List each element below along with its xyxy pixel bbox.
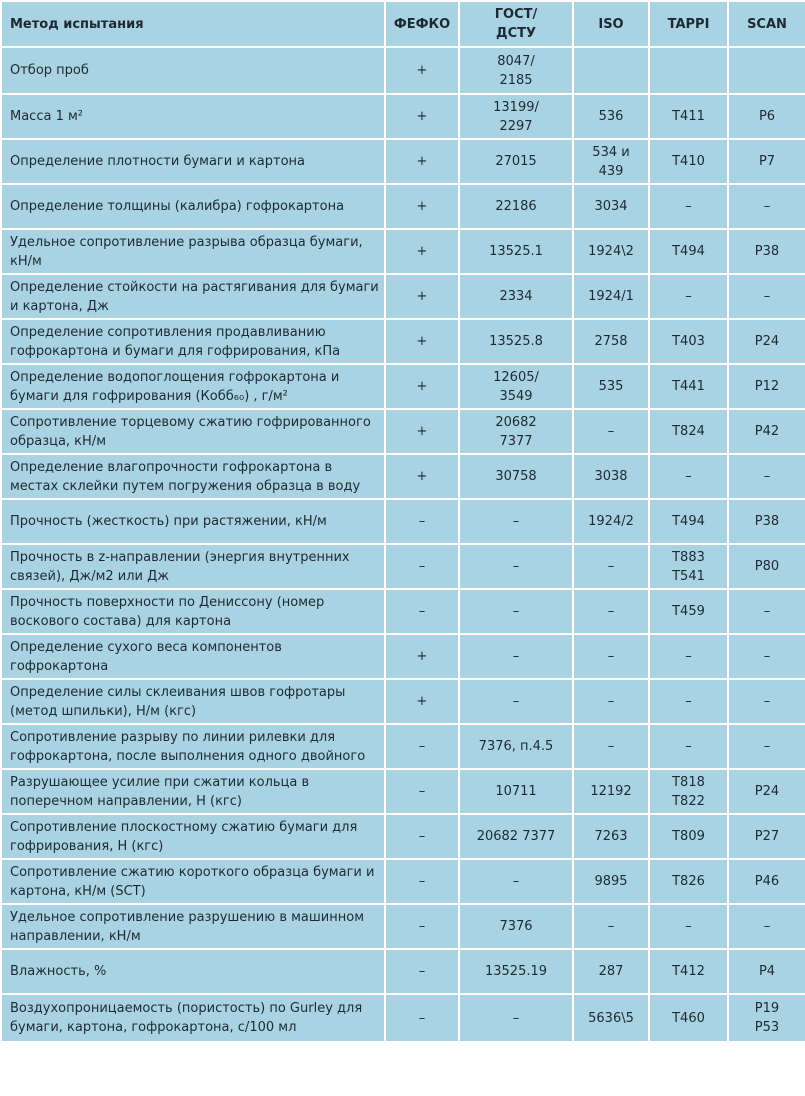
method-cell xyxy=(1,274,385,319)
fefco-cell-text: + xyxy=(416,289,428,304)
method-cell xyxy=(1,724,385,769)
fefco-cell-text: + xyxy=(416,379,428,394)
scan-cell-text: P19 P53 xyxy=(754,1001,780,1035)
tappi-cell xyxy=(649,47,728,94)
table-row xyxy=(1,724,805,769)
method-cell-text: Разрушающее усилие при сжатии кольца в поперечном направлении, Н (кгс) xyxy=(10,774,310,809)
gost-dstu-cell-text: 22186 xyxy=(495,199,537,214)
method-cell-text: Определение влагопрочности гофрокартона в местах склейки путем погружения образца в воду xyxy=(10,459,361,494)
method-cell xyxy=(1,454,385,499)
table-row xyxy=(1,589,805,634)
fefco-cell-text: + xyxy=(416,199,428,214)
gost-dstu-cell-text: 30758 xyxy=(495,469,537,484)
scan-cell xyxy=(728,139,805,184)
gost-dstu-cell-text: 2334 xyxy=(499,289,533,304)
table-row xyxy=(1,139,805,184)
method-cell xyxy=(1,814,385,859)
method-cell xyxy=(1,769,385,814)
tappi-cell-text: T494 xyxy=(672,244,705,259)
method-cell xyxy=(1,634,385,679)
gost-dstu-cell-text: 7376 xyxy=(499,919,533,934)
tappi-cell-text: T818 T822 xyxy=(672,774,705,809)
gost-dstu-cell-text: – xyxy=(512,649,520,664)
iso-cell xyxy=(573,47,649,94)
iso-cell xyxy=(573,724,649,769)
iso-cell-text: 3038 xyxy=(594,469,628,484)
scan-cell xyxy=(728,994,805,1042)
table-row xyxy=(1,859,805,904)
scan-cell xyxy=(728,274,805,319)
scan-cell xyxy=(728,589,805,634)
method-cell xyxy=(1,94,385,139)
gost-dstu-cell-text: 7376, п.4.5 xyxy=(478,739,554,754)
scan-cell xyxy=(728,94,805,139)
gost-dstu-cell xyxy=(459,679,573,724)
header-gost-dstu xyxy=(459,1,573,47)
scan-cell-text: – xyxy=(763,739,771,754)
iso-cell-text: – xyxy=(607,919,615,934)
method-cell xyxy=(1,229,385,274)
tappi-cell-text: – xyxy=(685,919,692,934)
iso-cell xyxy=(573,904,649,949)
fefco-cell xyxy=(385,274,459,319)
gost-dstu-cell xyxy=(459,184,573,229)
table-row xyxy=(1,47,805,94)
method-cell-text: Отбор проб xyxy=(10,63,89,78)
table-row xyxy=(1,229,805,274)
gost-dstu-cell-text: – xyxy=(512,559,520,574)
fefco-cell xyxy=(385,994,459,1042)
header-tappi-label: TAPPI xyxy=(667,16,710,32)
scan-cell-text: P27 xyxy=(754,829,780,844)
iso-cell-text: – xyxy=(607,559,615,574)
iso-cell xyxy=(573,589,649,634)
gost-dstu-cell xyxy=(459,904,573,949)
tappi-cell-text: T412 xyxy=(672,964,705,979)
scan-cell-text: P24 xyxy=(754,334,780,349)
iso-cell-text: 1924\2 xyxy=(588,244,634,259)
scan-cell xyxy=(728,229,805,274)
method-cell xyxy=(1,364,385,409)
table-row xyxy=(1,994,805,1042)
iso-cell xyxy=(573,409,649,454)
method-cell xyxy=(1,949,385,994)
scan-cell-text: P38 xyxy=(754,514,780,529)
fefco-cell xyxy=(385,364,459,409)
fefco-cell xyxy=(385,184,459,229)
tappi-cell xyxy=(649,184,728,229)
header-method xyxy=(1,1,385,47)
scan-cell-text: P24 xyxy=(754,784,780,799)
tappi-cell xyxy=(649,139,728,184)
method-cell-text: Удельное сопротивление разрыва образца бумаги, кН/м xyxy=(10,234,363,269)
scan-cell-text: P4 xyxy=(758,964,776,979)
gost-dstu-cell-text: 12605/ 3549 xyxy=(493,369,539,404)
iso-cell-text: 534 и 439 xyxy=(592,144,630,179)
gost-dstu-cell xyxy=(459,544,573,589)
table-row xyxy=(1,949,805,994)
gost-dstu-cell xyxy=(459,454,573,499)
iso-cell xyxy=(573,364,649,409)
tappi-cell xyxy=(649,589,728,634)
iso-cell xyxy=(573,949,649,994)
scan-cell xyxy=(728,814,805,859)
tappi-cell xyxy=(649,94,728,139)
gost-dstu-cell xyxy=(459,589,573,634)
tappi-cell xyxy=(649,499,728,544)
method-cell xyxy=(1,184,385,229)
method-cell-text: Масса 1 м² xyxy=(10,109,83,124)
gost-dstu-cell xyxy=(459,274,573,319)
table-row xyxy=(1,904,805,949)
method-cell-text: Сопротивление торцевому сжатию гофрированного образца, кН/м xyxy=(10,414,371,449)
iso-cell-text: 2758 xyxy=(594,334,628,349)
scan-cell-text: P12 xyxy=(754,379,780,394)
scan-cell-text: – xyxy=(763,694,771,709)
gost-dstu-cell-text: 27015 xyxy=(495,154,537,169)
tappi-cell xyxy=(649,769,728,814)
iso-cell xyxy=(573,319,649,364)
header-iso xyxy=(573,1,649,47)
method-cell xyxy=(1,319,385,364)
tappi-cell-text: T826 xyxy=(672,874,705,889)
gost-dstu-cell-text: – xyxy=(512,874,520,889)
scan-cell xyxy=(728,184,805,229)
fefco-cell-text: – xyxy=(418,739,426,754)
tappi-cell xyxy=(649,274,728,319)
scan-cell xyxy=(728,679,805,724)
iso-cell-text: – xyxy=(607,649,615,664)
table-row xyxy=(1,814,805,859)
iso-cell-text: 7263 xyxy=(594,829,628,844)
fefco-cell-text: + xyxy=(416,63,428,78)
method-cell-text: Прочность (жесткость) при растяжении, кН/м xyxy=(10,514,327,529)
iso-cell-text: 5636\5 xyxy=(588,1010,634,1026)
gost-dstu-cell-text: 10711 xyxy=(495,784,537,799)
iso-cell-text: – xyxy=(607,739,615,754)
method-cell-text: Влажность, % xyxy=(10,964,107,979)
method-cell xyxy=(1,139,385,184)
fefco-cell-text: + xyxy=(416,469,428,484)
gost-dstu-cell xyxy=(459,859,573,904)
fefco-cell-text: – xyxy=(418,604,426,619)
fefco-cell xyxy=(385,859,459,904)
gost-dstu-cell-text: 20682 7377 xyxy=(476,829,556,844)
gost-dstu-cell xyxy=(459,409,573,454)
tappi-cell xyxy=(649,679,728,724)
scan-cell-text: – xyxy=(763,919,771,934)
scan-cell-text: – xyxy=(763,469,771,484)
tappi-cell xyxy=(649,859,728,904)
iso-cell xyxy=(573,769,649,814)
scan-cell-text: – xyxy=(763,199,771,214)
fefco-cell xyxy=(385,319,459,364)
fefco-cell xyxy=(385,499,459,544)
gost-dstu-cell-text: – xyxy=(512,514,520,529)
fefco-cell xyxy=(385,229,459,274)
iso-cell-text: 9895 xyxy=(594,874,628,889)
scan-cell xyxy=(728,319,805,364)
method-cell-text: Определение толщины (калибра) гофрокартона xyxy=(10,199,345,214)
iso-cell-text: 12192 xyxy=(590,784,632,799)
fefco-cell-text: – xyxy=(418,919,426,934)
method-cell-text: Определение водопоглощения гофрокартона и бумаги для гофрирования (Кобб₆₀) , г/м² xyxy=(10,369,340,404)
table-row xyxy=(1,364,805,409)
gost-dstu-cell xyxy=(459,47,573,94)
tappi-cell-text: T441 xyxy=(672,379,705,394)
method-cell-text: Удельное сопротивление разрушению в машинном направлении, кН/м xyxy=(10,909,365,944)
header-iso-label: ISO xyxy=(598,16,624,32)
table-row xyxy=(1,319,805,364)
iso-cell-text: 1924/2 xyxy=(588,514,634,529)
scan-cell xyxy=(728,499,805,544)
fefco-cell-text: – xyxy=(418,964,426,979)
iso-cell xyxy=(573,994,649,1042)
gost-dstu-cell-text: 13525.1 xyxy=(489,244,543,259)
gost-dstu-cell-text: 13199/ 2297 xyxy=(493,99,539,134)
header-method-label: Метод испытания xyxy=(10,16,144,32)
fefco-cell-text: + xyxy=(416,244,428,259)
table-row xyxy=(1,409,805,454)
method-cell xyxy=(1,679,385,724)
fefco-cell xyxy=(385,589,459,634)
fefco-cell xyxy=(385,94,459,139)
fefco-cell xyxy=(385,679,459,724)
fefco-cell-text: – xyxy=(418,829,426,844)
iso-cell-text: 287 xyxy=(598,964,624,979)
tappi-cell xyxy=(649,319,728,364)
fefco-cell-text: – xyxy=(418,559,426,574)
fefco-cell xyxy=(385,409,459,454)
tappi-cell-text: T494 xyxy=(672,514,705,529)
header-tappi xyxy=(649,1,728,47)
gost-dstu-cell-text: 20682 7377 xyxy=(495,414,537,449)
iso-cell xyxy=(573,679,649,724)
table-row xyxy=(1,679,805,724)
method-cell xyxy=(1,409,385,454)
tappi-cell-text: T410 xyxy=(672,154,705,169)
method-cell-text: Определение сопротивления продавливанию гофрокартона и бумаги для гофрирования, кПа xyxy=(10,324,341,359)
fefco-cell xyxy=(385,904,459,949)
header-row xyxy=(1,1,805,47)
gost-dstu-cell xyxy=(459,94,573,139)
tappi-cell-text: T460 xyxy=(672,1010,705,1026)
tappi-cell xyxy=(649,994,728,1042)
scan-cell-text: P42 xyxy=(754,424,780,439)
fefco-cell xyxy=(385,769,459,814)
method-cell xyxy=(1,47,385,94)
scan-cell xyxy=(728,454,805,499)
iso-cell-text: 536 xyxy=(598,109,624,124)
scan-cell xyxy=(728,949,805,994)
tappi-cell xyxy=(649,454,728,499)
iso-cell xyxy=(573,544,649,589)
table-row xyxy=(1,769,805,814)
table-row xyxy=(1,499,805,544)
gost-dstu-cell xyxy=(459,229,573,274)
iso-cell xyxy=(573,814,649,859)
gost-dstu-cell xyxy=(459,499,573,544)
method-cell xyxy=(1,859,385,904)
fefco-cell-text: + xyxy=(416,334,428,349)
tappi-cell xyxy=(649,634,728,679)
iso-cell-text: – xyxy=(607,694,615,709)
gost-dstu-cell-text: 13525.8 xyxy=(489,334,543,349)
tappi-cell xyxy=(649,814,728,859)
tappi-cell-text: T459 xyxy=(672,604,705,619)
tappi-cell-text: T809 xyxy=(672,829,705,844)
fefco-cell xyxy=(385,724,459,769)
tappi-cell-text: – xyxy=(685,694,692,709)
iso-cell xyxy=(573,274,649,319)
iso-cell-text: 1924/1 xyxy=(588,289,634,304)
method-cell-text: Определение силы склеивания швов гофротары (метод шпильки), Н/м (кгс) xyxy=(10,684,346,719)
iso-cell xyxy=(573,859,649,904)
scan-cell xyxy=(728,724,805,769)
tappi-cell-text: – xyxy=(685,289,692,304)
fefco-cell xyxy=(385,949,459,994)
fefco-cell-text: + xyxy=(416,154,428,169)
tappi-cell-text: – xyxy=(685,649,692,664)
method-cell xyxy=(1,589,385,634)
fefco-cell-text: – xyxy=(418,874,426,889)
tappi-cell xyxy=(649,724,728,769)
scan-cell xyxy=(728,409,805,454)
method-cell-text: Воздухопроницаемость (пористость) по Gurley для бумаги, картона, гофрокартона, с/100 мл xyxy=(10,1001,363,1035)
fefco-cell-text: + xyxy=(416,109,428,124)
method-cell xyxy=(1,499,385,544)
iso-cell-text: 535 xyxy=(598,379,624,394)
method-cell-text: Сопротивление сжатию короткого образца бумаги и картона, кН/м (SCT) xyxy=(10,864,375,899)
fefco-cell-text: – xyxy=(418,1010,426,1026)
scan-cell-text: – xyxy=(763,604,771,619)
tappi-cell-text: – xyxy=(685,199,692,214)
gost-dstu-cell xyxy=(459,994,573,1042)
scan-cell xyxy=(728,634,805,679)
method-cell xyxy=(1,994,385,1042)
scan-cell-text: P38 xyxy=(754,244,780,259)
gost-dstu-cell xyxy=(459,364,573,409)
scan-cell-text: – xyxy=(763,289,771,304)
scan-cell-text: P6 xyxy=(758,109,776,124)
table-row xyxy=(1,184,805,229)
method-cell-text: Определение стойкости на растягивания для бумаги и картона, Дж xyxy=(10,279,379,314)
method-cell-text: Сопротивление разрыву по линии рилевки для гофрокартона, после выполнения одного двойного xyxy=(10,729,366,764)
method-cell-text: Прочность в z-направлении (энергия внутренних связей), Дж/м2 или Дж xyxy=(10,549,350,584)
gost-dstu-cell xyxy=(459,769,573,814)
iso-cell xyxy=(573,229,649,274)
tappi-cell-text: T411 xyxy=(672,109,705,124)
iso-cell xyxy=(573,499,649,544)
tappi-cell-text: T883 T541 xyxy=(672,549,705,584)
fefco-cell-text: + xyxy=(416,694,428,709)
header-scan xyxy=(728,1,805,47)
fefco-cell xyxy=(385,634,459,679)
tappi-cell-text: – xyxy=(685,739,692,754)
scan-cell-text: P46 xyxy=(754,874,780,889)
table-body xyxy=(1,47,805,1042)
table-row xyxy=(1,274,805,319)
method-cell-text: Определение сухого веса компонентов гофрокартона xyxy=(10,639,282,674)
gost-dstu-cell-text: – xyxy=(512,604,520,619)
header-fefco xyxy=(385,1,459,47)
iso-cell xyxy=(573,634,649,679)
tappi-cell xyxy=(649,544,728,589)
header-fefco-label: ФЕФКО xyxy=(393,16,451,32)
gost-dstu-cell-text: 13525.19 xyxy=(484,964,548,979)
method-cell-text: Прочность поверхности по Дениссону (номер воскового состава) для картона xyxy=(10,594,325,629)
table-row xyxy=(1,634,805,679)
fefco-cell xyxy=(385,47,459,94)
fefco-cell-text: + xyxy=(416,649,428,664)
fefco-cell-text: – xyxy=(418,784,426,799)
iso-cell xyxy=(573,94,649,139)
scan-cell xyxy=(728,47,805,94)
gost-dstu-cell xyxy=(459,139,573,184)
gost-dstu-cell-text: – xyxy=(512,694,520,709)
iso-cell xyxy=(573,184,649,229)
fefco-cell-text: – xyxy=(418,514,426,529)
fefco-cell xyxy=(385,139,459,184)
tappi-cell-text: T403 xyxy=(672,334,705,349)
fefco-cell xyxy=(385,454,459,499)
tappi-cell-text: T824 xyxy=(672,424,705,439)
gost-dstu-cell-text: 8047/ 2185 xyxy=(497,53,535,88)
scan-cell xyxy=(728,544,805,589)
method-cell-text: Сопротивление плоскостному сжатию бумаги для гофрирования, Н (кгс) xyxy=(10,819,358,854)
iso-cell-text: – xyxy=(607,604,615,619)
scan-cell xyxy=(728,769,805,814)
fefco-cell xyxy=(385,544,459,589)
gost-dstu-cell xyxy=(459,634,573,679)
header-gost-dstu-label: ГОСТ/ ДСТУ xyxy=(494,7,538,41)
scan-cell xyxy=(728,904,805,949)
iso-cell-text: – xyxy=(607,424,615,439)
iso-cell xyxy=(573,139,649,184)
scan-cell-text: P80 xyxy=(754,559,780,574)
tappi-cell xyxy=(649,409,728,454)
tappi-cell xyxy=(649,904,728,949)
tappi-cell xyxy=(649,949,728,994)
iso-cell-text: 3034 xyxy=(594,199,628,214)
gost-dstu-cell xyxy=(459,724,573,769)
scan-cell xyxy=(728,859,805,904)
tappi-cell xyxy=(649,229,728,274)
method-cell xyxy=(1,544,385,589)
method-cell-text: Определение плотности бумаги и картона xyxy=(10,154,305,169)
scan-cell-text: – xyxy=(763,649,771,664)
iso-cell xyxy=(573,454,649,499)
table-row xyxy=(1,454,805,499)
header-scan-label: SCAN xyxy=(747,16,787,32)
fefco-cell-text: + xyxy=(416,424,428,439)
scan-cell-text: P7 xyxy=(758,154,776,169)
method-cell xyxy=(1,904,385,949)
table-row xyxy=(1,94,805,139)
gost-dstu-cell-text: – xyxy=(512,1010,520,1026)
tappi-cell xyxy=(649,364,728,409)
scan-cell xyxy=(728,364,805,409)
gost-dstu-cell xyxy=(459,319,573,364)
gost-dstu-cell xyxy=(459,949,573,994)
tappi-cell-text: – xyxy=(685,469,692,484)
table-row xyxy=(1,544,805,589)
gost-dstu-cell xyxy=(459,814,573,859)
fefco-cell xyxy=(385,814,459,859)
